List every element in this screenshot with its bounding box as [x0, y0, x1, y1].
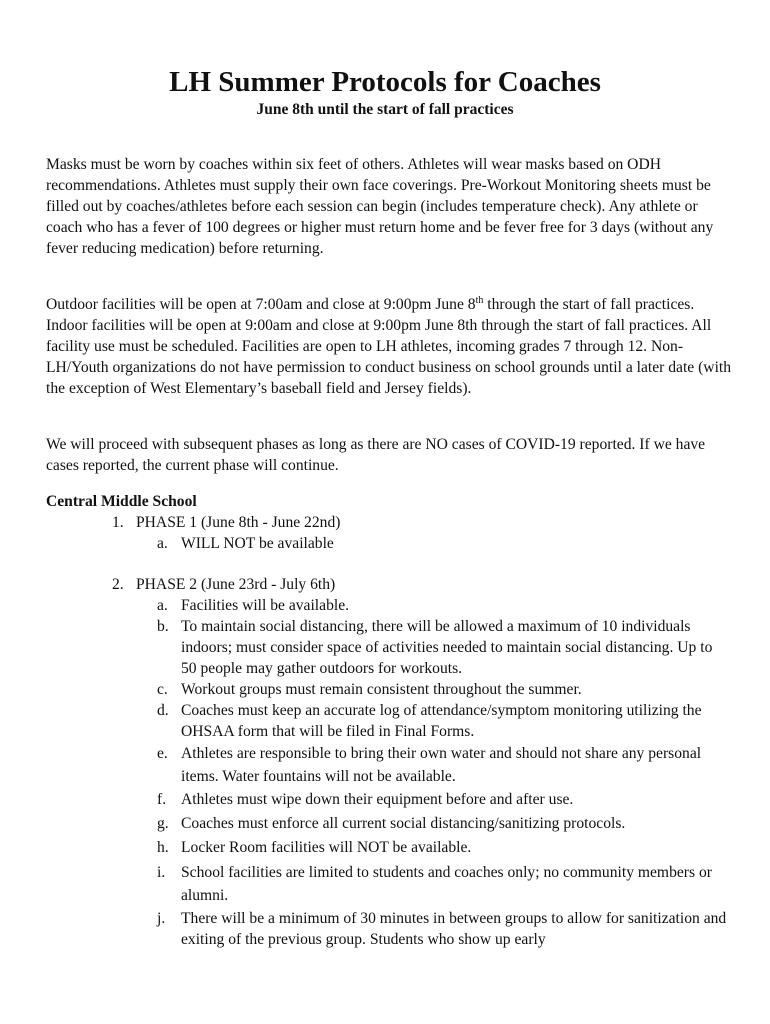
item-letter: b. — [157, 618, 169, 635]
phase-number: 1. — [112, 514, 124, 531]
item-text: Coaches must keep an accurate log of attendance/symptom monitoring utilizing the OHSAA form that will be filed in Final Forms. — [181, 702, 702, 740]
phase-2-item-h — [157, 837, 727, 858]
paragraph-facilities — [46, 294, 736, 399]
item-text: There will be a minimum of 30 minutes in between groups to allow for sanitization and exiting of the previous group. Students who show up early — [181, 910, 727, 948]
item-letter: c. — [157, 681, 168, 698]
item-text: Coaches must enforce all current social distancing/sanitizing protocols. — [181, 815, 626, 832]
paragraph-masks: Masks must be worn by coaches within six feet of others. Athletes will wear masks based on ODH recommendations. Athletes must supply their own face coverings. Pre-Workout Monitoring sheets must be filled out by coaches/athletes before each session can begin (includes temperature check). Any athlete or coach who has a fever of 100 degrees or higher must return home and be fever free for 3 days (without any fever reducing medication) before returning. — [46, 156, 714, 257]
item-text: To maintain social distancing, there will be allowed a maximum of 10 individuals indoors; must consider space of activities needed to maintain social distancing. Up to 50 people may gather outdoors for workouts. — [181, 618, 713, 677]
page-subtitle: June 8th until the start of fall practices — [256, 101, 514, 118]
phase-2-heading — [112, 574, 335, 595]
paragraph-facilities-part2: through the start of fall practices. Indoor facilities will be open at 9:00am and close at 9:00pm June 8th through the start of fall practices. All facility use must be scheduled. Facilities are open to LH athletes, incoming grades 7 through 12. Non-LH/Youth organizations do not have permission to conduct business on school grounds until a later date (with the exception of West Elementary’s baseball field and Jersey fields). — [46, 296, 732, 397]
phase-2-item-d — [157, 700, 727, 742]
item-letter: a. — [157, 597, 168, 614]
phase-2-item-j — [157, 908, 727, 950]
phase-2-item-f — [157, 789, 727, 810]
item-text: Workout groups must remain consistent throughout the summer. — [181, 681, 582, 698]
item-letter: d. — [157, 702, 169, 719]
phase-label: PHASE 1 (June 8th - June 22nd) — [136, 514, 341, 531]
item-letter: h. — [157, 839, 169, 856]
phase-1-item-a — [157, 533, 727, 554]
phase-number: 2. — [112, 576, 124, 593]
phase-2-item-e — [157, 742, 727, 788]
phase-2-item-g — [157, 813, 727, 834]
item-text: Locker Room facilities will NOT be available. — [181, 839, 472, 856]
phase-1-heading — [112, 512, 340, 533]
phase-2-item-i — [157, 861, 727, 907]
page-title: LH Summer Protocols for Coaches — [169, 66, 601, 98]
paragraph-phases-note: We will proceed with subsequent phases as long as there are NO cases of COVID-19 reported. If we have cases reported, the current phase will continue. — [46, 436, 706, 474]
item-text: Facilities will be available. — [181, 597, 350, 614]
phase-2-item-a — [157, 595, 727, 616]
item-letter: f. — [157, 791, 167, 808]
paragraph-facilities-part1: Outdoor facilities will be open at 7:00am and close at 9:00pm June 8 — [46, 296, 476, 313]
item-letter: i. — [157, 864, 166, 881]
item-letter: e. — [157, 745, 168, 762]
item-letter: g. — [157, 815, 169, 832]
phase-2-item-c — [157, 679, 727, 700]
phase-label: PHASE 2 (June 23rd - July 6th) — [136, 576, 336, 593]
item-letter: a. — [157, 535, 168, 552]
item-letter: j. — [157, 910, 166, 927]
item-text: Athletes are responsible to bring their own water and should not share any personal items. Water fountains will not be available. — [181, 745, 702, 785]
phase-2-item-b — [157, 616, 727, 679]
section-heading: Central Middle School — [46, 493, 197, 510]
item-text: WILL NOT be available — [181, 535, 334, 552]
ordinal-superscript: th — [475, 294, 484, 306]
item-text: Athletes must wipe down their equipment before and after use. — [181, 791, 574, 808]
item-text: School facilities are limited to students and coaches only; no community members or alumni. — [181, 864, 712, 904]
